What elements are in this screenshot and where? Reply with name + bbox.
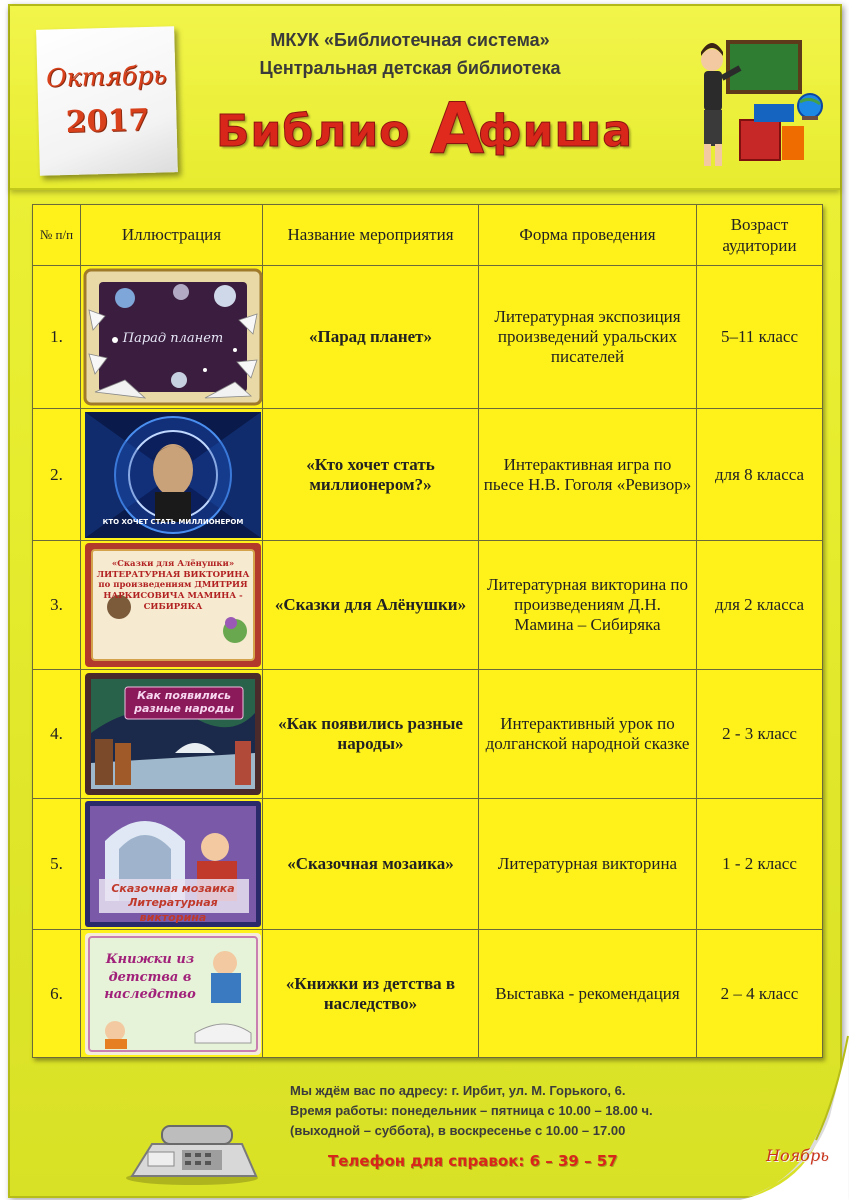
row-number: 3. bbox=[33, 541, 81, 670]
event-age: 2 – 4 класс bbox=[697, 930, 823, 1058]
parade-planets-image bbox=[85, 270, 261, 404]
event-age: для 2 класса bbox=[697, 541, 823, 670]
teacher-illustration bbox=[682, 32, 832, 174]
hours-line-1: Время работы: понедельник – пятница с 10.00 – 18.00 ч. bbox=[290, 1103, 653, 1118]
event-form: Интерактивный урок по долганской народной сказке bbox=[479, 670, 697, 799]
peoples-origin-image bbox=[85, 673, 261, 795]
row-number: 6. bbox=[33, 930, 81, 1058]
month-sticky-note bbox=[36, 26, 178, 176]
brand-logo bbox=[216, 88, 656, 174]
event-form: Литературная викторина по произведениям Д.Н. Мамина – Сибиряка bbox=[479, 541, 697, 670]
event-form: Интерактивная игра по пьесе Н.В. Гоголя «Ревизор» bbox=[479, 409, 697, 541]
event-age: 5–11 класс bbox=[697, 266, 823, 409]
thumb-caption: Сказочная мозаика Литературная викторина bbox=[111, 882, 235, 924]
alyonushka-tales-image bbox=[85, 543, 261, 667]
event-age: для 8 класса bbox=[697, 409, 823, 541]
events-table bbox=[32, 204, 823, 1058]
month-year: 2017 bbox=[65, 102, 150, 141]
header-age: Возраст аудитории bbox=[697, 205, 823, 266]
poster-page bbox=[8, 4, 842, 1198]
brand-right: фиша bbox=[478, 106, 633, 157]
org-name: МКУК «Библиотечная система» bbox=[270, 30, 550, 50]
thumb-caption: Как появились разные народы bbox=[134, 689, 234, 716]
table-header-row bbox=[33, 205, 823, 266]
page-curl bbox=[740, 1036, 848, 1200]
table-row bbox=[33, 409, 823, 541]
row-number: 2. bbox=[33, 409, 81, 541]
childhood-books-image bbox=[85, 933, 261, 1055]
month-name: Октябрь bbox=[45, 60, 167, 93]
header-form: Форма проведения bbox=[479, 205, 697, 266]
table-row bbox=[33, 266, 823, 409]
table-row bbox=[33, 670, 823, 799]
event-form: Литературная экспозиция произведений уральских писателей bbox=[479, 266, 697, 409]
telephone-icon bbox=[122, 1116, 262, 1186]
thumb-caption: КТО ХОЧЕТ СТАТЬ МИЛЛИОНЕРОМ bbox=[102, 517, 244, 526]
row-number: 5. bbox=[33, 799, 81, 930]
table-row bbox=[33, 799, 823, 930]
address-line: Мы ждём вас по адресу: г. Ирбит, ул. М. Горького, 6. bbox=[290, 1083, 626, 1098]
event-title: «Книжки из детства в наследство» bbox=[263, 930, 479, 1058]
event-title: «Кто хочет стать миллионером?» bbox=[263, 409, 479, 541]
event-age: 2 - 3 класс bbox=[697, 670, 823, 799]
phone-number: Телефон для справок: 6 – 39 – 57 bbox=[328, 1152, 618, 1170]
library-name: Центральная детская библиотека bbox=[259, 58, 561, 78]
event-title: «Сказочная мозаика» bbox=[263, 799, 479, 930]
event-illustration bbox=[81, 670, 263, 799]
thumb-caption: «Сказки для Алёнушки» ЛИТЕРАТУРНАЯ ВИКТОРИНА по произведениям ДМИТРИЯ НАРКИСОВИЧА МАМИНА - СИБИРЯКА bbox=[96, 559, 250, 612]
header-band bbox=[10, 6, 840, 190]
thumb-caption: Книжки из детства в наследство bbox=[104, 951, 196, 1002]
hours-line-2: (выходной – суббота), в воскресенье с 10.00 – 17.00 bbox=[290, 1123, 626, 1138]
millionaire-image bbox=[85, 412, 261, 538]
table-row bbox=[33, 930, 823, 1058]
event-illustration bbox=[81, 799, 263, 930]
event-form: Выставка - рекомендация bbox=[479, 930, 697, 1058]
header-title: Название мероприятия bbox=[263, 205, 479, 266]
event-illustration bbox=[81, 541, 263, 670]
row-number: 1. bbox=[33, 266, 81, 409]
fairy-mosaic-image bbox=[85, 801, 261, 927]
event-illustration bbox=[81, 266, 263, 409]
header-num: № п/п bbox=[33, 205, 81, 266]
row-number: 4. bbox=[33, 670, 81, 799]
brand-left: Библио bbox=[216, 106, 411, 157]
event-form: Литературная викторина bbox=[479, 799, 697, 930]
event-title: «Парад планет» bbox=[263, 266, 479, 409]
event-title: «Как появились разные народы» bbox=[263, 670, 479, 799]
next-month-label: Ноябрь bbox=[766, 1146, 829, 1165]
table-row bbox=[33, 541, 823, 670]
thumb-caption: Парад планет bbox=[122, 331, 224, 346]
footer-info bbox=[290, 1081, 690, 1141]
event-illustration bbox=[81, 930, 263, 1058]
event-age: 1 - 2 класс bbox=[697, 799, 823, 930]
event-title: «Сказки для Алёнушки» bbox=[263, 541, 479, 670]
header-illustration: Иллюстрация bbox=[81, 205, 263, 266]
event-illustration bbox=[81, 409, 263, 541]
brand-letter: А bbox=[430, 88, 485, 170]
